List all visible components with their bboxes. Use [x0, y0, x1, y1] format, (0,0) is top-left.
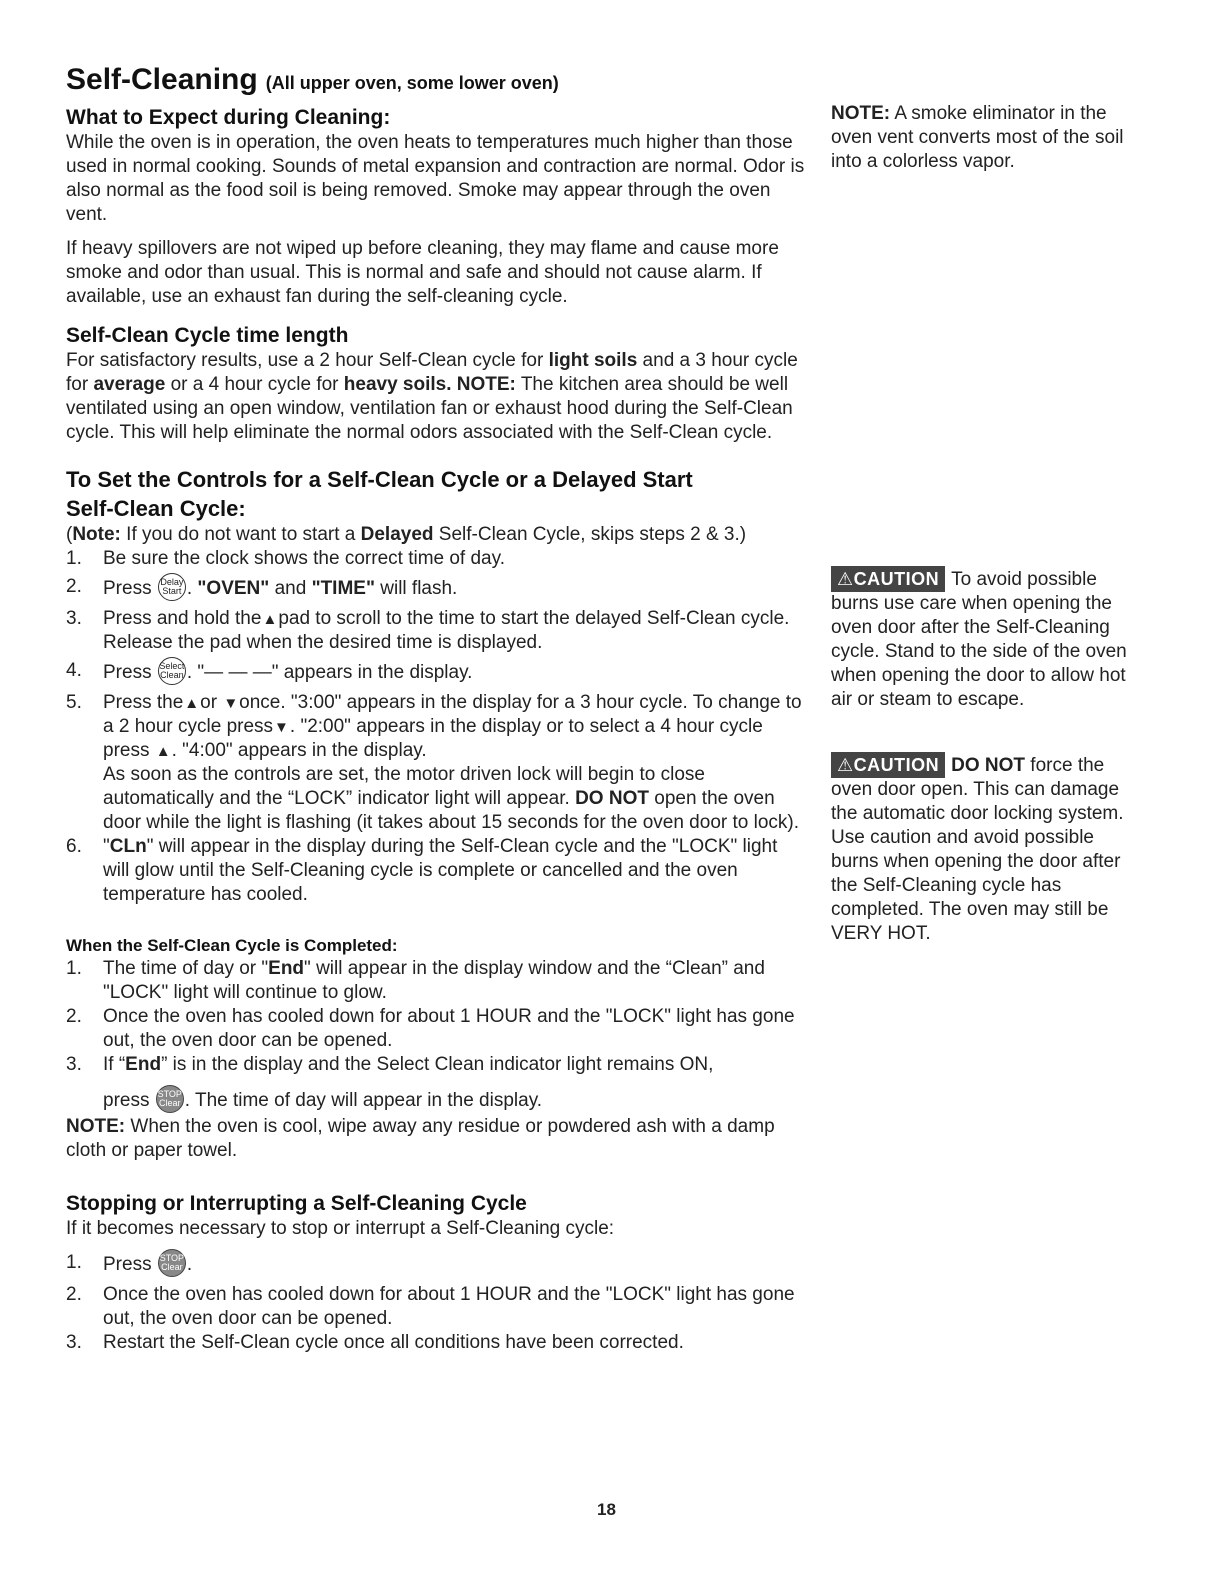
step-1: 1. Be sure the clock shows the correct time of day.	[66, 548, 505, 569]
completed-steps	[66, 957, 806, 1115]
stopping-step-3: 3. Restart the Self-Clean cycle once all conditions have been corrected.	[66, 1332, 684, 1353]
title-text: Self-Cleaning	[66, 63, 258, 96]
up-arrow-icon: ▲	[155, 743, 171, 760]
stopping-step-2: 2. Once the oven has cooled down for about 1 HOUR and the "LOCK" light has gone out, the oven door can be opened.	[66, 1284, 795, 1329]
up-arrow-icon: ▲	[262, 611, 278, 628]
completed-note: NOTE: When the oven is cool, wipe away any residue or powdered ash with a damp cloth or paper towel.	[66, 1116, 775, 1161]
expect-paragraph-2: If heavy spillovers are not wiped up before cleaning, they may flame and cause more smoke and odor than usual. This is normal and safe and should not cause alarm. If available, use an exhaust fan during the self-cleaning cycle.	[66, 238, 779, 307]
warning-icon: ⚠	[837, 569, 854, 589]
sidebar-column	[831, 102, 1131, 946]
set-controls-steps	[66, 547, 806, 907]
main-column	[66, 60, 806, 1355]
step-5: 5. Press the▲or ▼once. "3:00" appears in the display for a 3 hour cycle. To change to a 2 hour cycle press▼. "2:00" appears in the display or to select a 4 hour cycle press ▲. "4:00" appears in the display. As soon as the controls are set, the motor driven lock will begin to close automatically and the “LOCK” indicator light will appear. DO NOT open the oven door while the light is flashing (it takes about 15 seconds for the oven door to lock).	[66, 692, 802, 833]
step-2: 2. Press Delay Start . "OVEN" and "TIME" will flash.	[66, 575, 806, 603]
title-subtitle: (All upper oven, some lower oven)	[265, 73, 559, 93]
expect-heading: What to Expect during Cleaning:	[66, 106, 391, 129]
down-arrow-icon: ▼	[274, 719, 289, 736]
page-number: 18	[597, 1500, 616, 1519]
up-arrow-icon: ▲	[184, 695, 200, 712]
stopping-steps	[66, 1251, 806, 1355]
step-4: 4. Press Select Clean . "— — —" appears in the display.	[66, 659, 806, 687]
step-6: 6. "CLn" will appear in the display during the Self-Clean cycle and the "LOCK" light will glow until the Self-Cleaning cycle is complete or cancelled and the oven temperature has cooled.	[66, 836, 778, 905]
expect-paragraph-1: While the oven is in operation, the oven heats to temperatures much higher than those used in normal cooking. Sounds of metal expansion and contraction are normal. Odor is also normal as the food soil is being removed. Smoke may appear through the oven vent.	[66, 132, 805, 225]
select-clean-button-icon: Select Clean	[158, 657, 186, 685]
completed-step-2: 2. Once the oven has cooled down for about 1 HOUR and the "LOCK" light has gone out, the oven door can be opened.	[66, 1006, 795, 1051]
cycle-length-heading: Self-Clean Cycle time length	[66, 324, 349, 347]
completed-step-1: 1. The time of day or "End" will appear in the display window and the “Clean” and "LOCK" light will continue to glow.	[66, 958, 765, 1003]
cycle-length-paragraph: For satisfactory results, use a 2 hour Self-Clean cycle for light soils and a 3 hour cycle for average or a 4 hour cycle for heavy soils. NOTE: The kitchen area should be well ventilated using an open window, ventilation fan or exhaust hood during the Self-Clean cycle. This will help eliminate the normal odors associated with the Self-Clean cycle.	[66, 350, 798, 443]
stop-clear-button-icon: STOP Clear	[158, 1249, 186, 1277]
stopping-step-1: 1. Press STOP Clear .	[66, 1251, 806, 1279]
stopping-heading: Stopping or Interrupting a Self-Cleaning Cycle	[66, 1192, 527, 1215]
set-controls-heading: To Set the Controls for a Self-Clean Cycle or a Delayed Start Self-Clean Cycle:	[66, 467, 693, 521]
set-controls-note: (Note: If you do not want to start a Delayed Self-Clean Cycle, skips steps 2 & 3.)	[66, 524, 747, 545]
completed-heading: When the Self-Clean Cycle is Completed:	[66, 936, 398, 955]
stopping-intro: If it becomes necessary to stop or interrupt a Self-Cleaning cycle:	[66, 1218, 615, 1239]
caution-badge: ⚠CAUTION	[831, 752, 945, 778]
caution-badge: ⚠CAUTION	[831, 566, 945, 592]
completed-step-3: 3. If “End” is in the display and the Select Clean indicator light remains ON, press STOP Clear . The time of day will appear in the display.	[66, 1054, 714, 1112]
warning-icon: ⚠	[837, 755, 854, 775]
delay-start-button-icon: Delay Start	[158, 573, 186, 601]
caution-block-1: ⚠CAUTION To avoid possible burns use care when opening the oven door after the Self-Cleaning cycle. Stand to the side of the oven when opening the door to allow hot air or steam to escape.	[831, 566, 1131, 712]
step-3: 3. Press and hold the▲pad to scroll to the time to start the delayed Self-Clean cycle. Release the pad when the desired time is displayed.	[66, 608, 790, 653]
down-arrow-icon: ▼	[223, 695, 239, 712]
page-title	[66, 60, 806, 103]
sidebar-note: NOTE: A smoke eliminator in the oven vent converts most of the soil into a colorless vapor.	[831, 103, 1124, 172]
caution-block-2: ⚠CAUTION DO NOT force the oven door open. This can damage the automatic door locking system. Use caution and avoid possible burns when opening the door after the Self-Cleaning cycle has completed. The oven may still be VERY HOT.	[831, 752, 1131, 946]
stop-clear-button-icon: STOP Clear	[156, 1085, 184, 1113]
